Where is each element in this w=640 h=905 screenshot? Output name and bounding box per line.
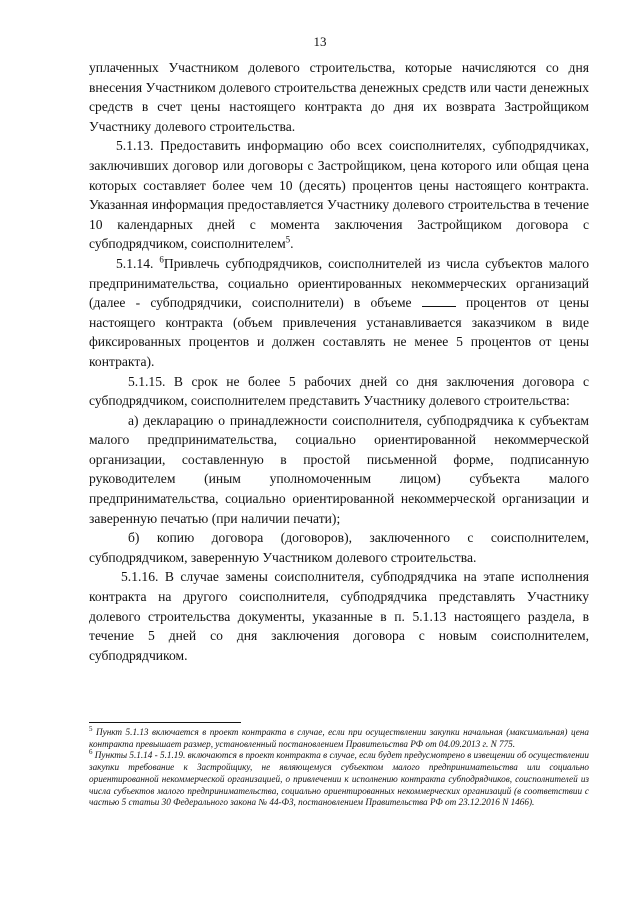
footnote-6-text: Пункты 5.1.14 - 5.1.19. включаются в проект контракта в случае, если будет предусмотрено в извещении об осуществлении закупки требование к Застройщику, не являющемуся субъектом малого предпринимательства или социально ориентированной некоммерческой организацией, о привлечении к исполнению контракта субподрядчиков, соисполнителей из числа субъектов малого предпринимательства, социально ориентированных некоммерческих организаций (в соответствии с частью 5 статьи 30 Федерального закона № 44-ФЗ, постановлением Правительства РФ от 23.12.2016 N 1466). [89, 750, 589, 808]
clause-5-1-13-end: . [290, 236, 294, 252]
footnote-ref-5: 5 [285, 234, 291, 245]
clause-5-1-14-text-a: Привлечь субподрядчиков, соисполнителей из числа субъектов малого предпринимательства, социально ориентированных некоммерческих организаций (далее - субподрядчики, соисполнители) в объеме [89, 255, 589, 311]
clause-5-1-15-item-b: б) копию договора (договоров), заключенного с соисполнителем, субподрядчиком, заверенную Участником долевого строительства. [89, 530, 589, 565]
clause-5-1-15: 5.1.15. В срок не более 5 рабочих дней со дня заключения договора с субподрядчиком, соисполнителем представить Участнику долевого строительства: [89, 373, 589, 409]
paragraph-refund-continuation: уплаченных Участником долевого строительства, которые начисляются со дня внесения Участником долевого строительства денежных средств или части денежных средств в счет цены настоящего контракта до дня их возврата Застройщиком Участнику долевого строительства. [89, 60, 589, 134]
clause-5-1-13-text: 5.1.13. Предоставить информацию обо всех соисполнителях, субподрядчиках, заключивших договор или договоры с Застройщиком, цена которого или общая цена которых составляет более чем 10 (десять) процентов цены настоящего контракта. Указанная информация предоставляется Участнику долевого строительства в течение 10 календарных дней с момента заключения Застройщиком договора с субподрядчиком, соисполнителем [89, 138, 589, 252]
footnote-6-marker: 6 [89, 748, 93, 757]
footnote-5 [89, 724, 589, 750]
footnote-separator [89, 722, 241, 723]
clause-5-1-14 [89, 254, 589, 372]
footnotes [89, 724, 589, 809]
document-body [89, 58, 589, 665]
clause-5-1-15-item-a: а) декларацию о принадлежности соисполнителя, субподрядчика к субъектам малого предпринимательства, социально ориентированной некоммерческой организации, составленную в простой письменной форме, подписанную руководителем (иным уполномоченным лицом) субъекта малого предпринимательства, социально ориентированной некоммерческой организации и заверенную печатью (при наличии печати); [89, 412, 589, 526]
clause-5-1-13 [89, 136, 589, 254]
footnote-5-marker: 5 [89, 724, 93, 733]
clause-5-1-14-text-b: процентов от цены настоящего контракта (объем привлечения устанавливается заказчиком в виде фиксированных процентов и должен составлять не менее 5 процентов от цены контракта). [89, 295, 589, 369]
page-number: 13 [313, 34, 327, 49]
footnote-6 [89, 750, 589, 809]
clause-5-1-16: 5.1.16. В случае замены соисполнителя, субподрядчика на этапе исполнения контракта на другого соисполнителя, субподрядчика представлять Участнику долевого строительства документы, указанные в п. 5.1.13 настоящего раздела, в течение 5 дней со дня заключения договора с новым соисполнителем, субподрядчиком. [89, 569, 589, 663]
blank-percent-field [422, 295, 456, 307]
footnote-5-text: Пункт 5.1.13 включается в проект контракта в случае, если при осуществлении закупки начальная (максимальная) цена контракта превышает размер, установленный постановлением Правительства РФ от 04.09.2013 г. N 775. [89, 727, 589, 749]
footnote-ref-6: 6 [159, 254, 164, 265]
clause-5-1-14-number: 5.1.14. [116, 255, 160, 271]
